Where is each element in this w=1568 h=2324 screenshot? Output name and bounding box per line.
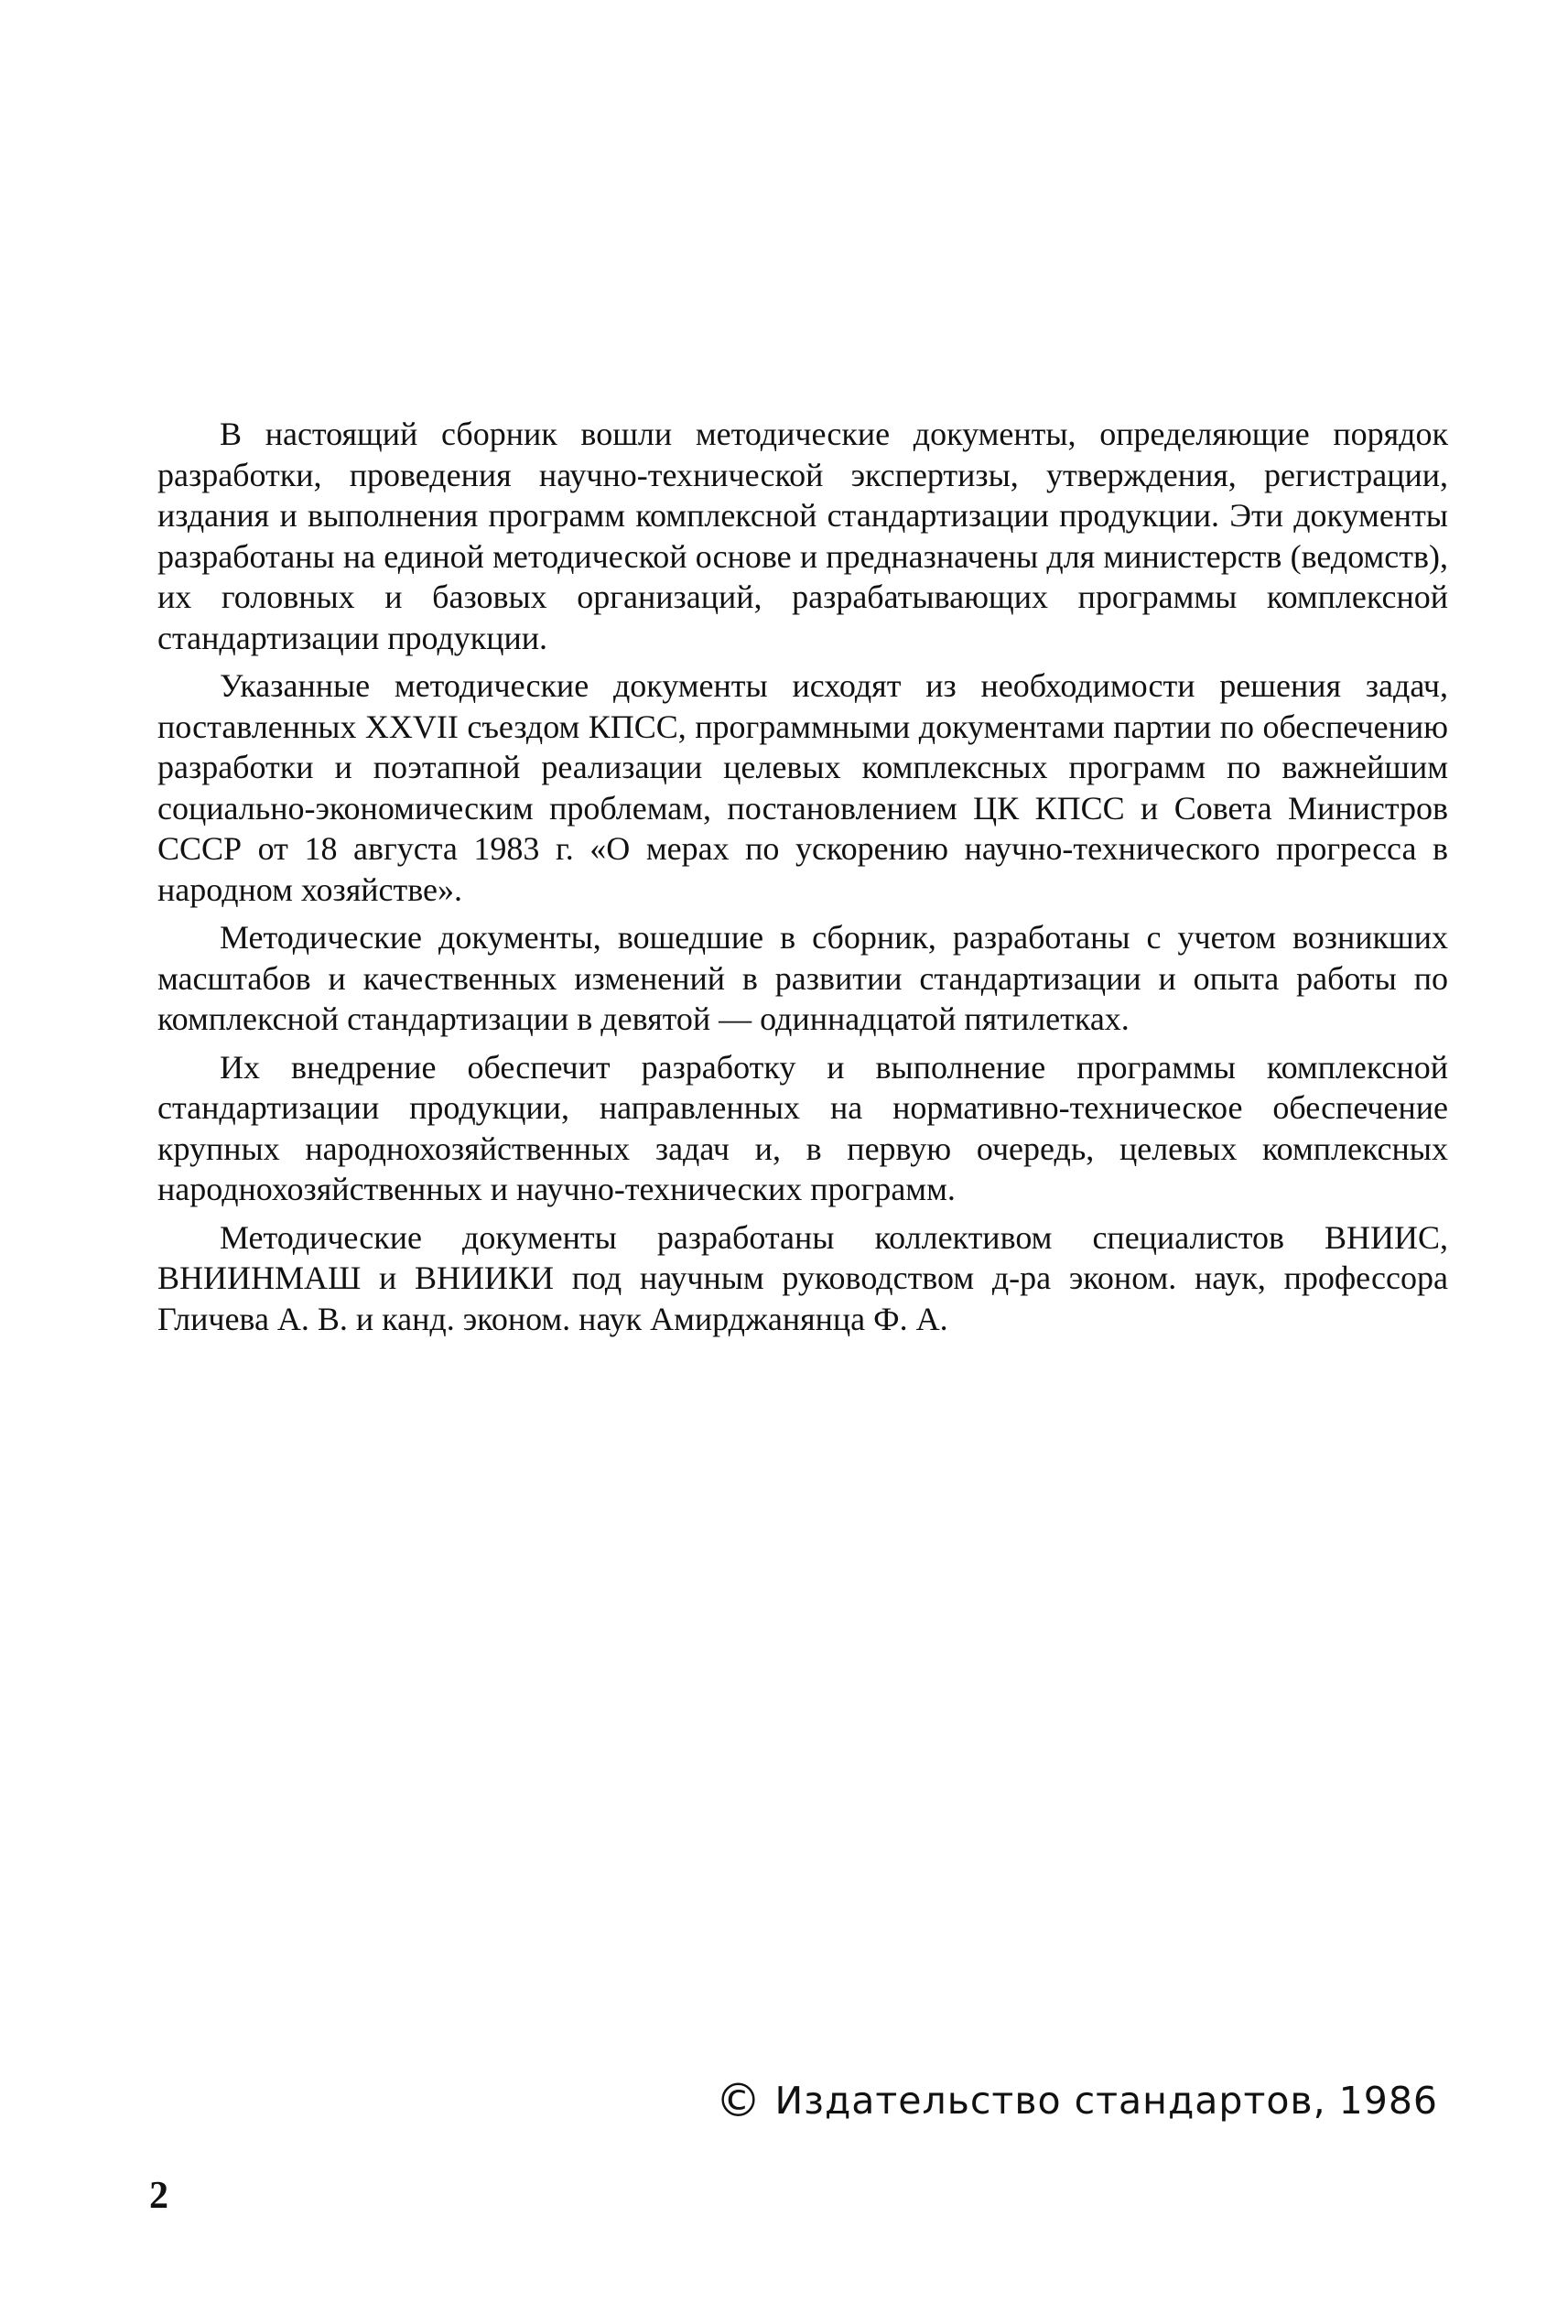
- page-number: 2: [149, 2175, 168, 2217]
- paragraph-5: Методические документы разработаны коллективом специалистов ВНИИС, ВНИИНМАШ и ВНИИКИ под научным руководством д-ра эконом. наук, профессора Гличева А. В. и канд. эконом. наук Амирджанянца Ф. А.: [157, 1218, 1448, 1337]
- paragraph-3: Методические документы, вошедшие в сборник, разработаны с учетом возникших масштабов и качественных изменений в развитии стандартизации и опыта работы по комплексной стандартизации в девятой — одиннадцатой пятилетках.: [157, 919, 1448, 1037]
- paragraph-2: Указанные методические документы исходят из необходимости решения задач, поставленных XXVII съездом КПСС, программными документами партии по обеспечению разработки и поэтапной реализации целевых комплексных программ по важнейшим социально-экономическим проблемам, постановлением ЦК КПСС и Совета Министров СССР от 18 августа 1983 г. «О мерах по ускорению научно-технического прогресса в народном хозяйстве».: [157, 667, 1448, 908]
- body-text: [157, 414, 1448, 1346]
- paragraph-1: В настоящий сборник вошли методические документы, определяющие порядок разработки, проведения научно-технической экспертизы, утверждения, регистрации, издания и выполнения программ комплексной стандартизации продукции. Эти документы разработаны на единой методической основе и предназначены для министерств (ведомств), их головных и базовых организаций, разрабатывающих программы комплексной стандартизации продукции.: [157, 416, 1448, 656]
- paragraph-4: Их внедрение обеспечит разработку и выполнение программы комплексной стандартизации продукции, направленных на нормативно-техническое обеспечение крупных народнохозяйственных задач и, в первую очередь, целевых комплексных народнохозяйственных и научно-технических программ.: [157, 1048, 1448, 1207]
- copyright-notice: [715, 2074, 1438, 2127]
- copyright-icon: ©: [715, 2074, 762, 2127]
- copyright-text: Издательство стандартов, 1986: [774, 2079, 1438, 2123]
